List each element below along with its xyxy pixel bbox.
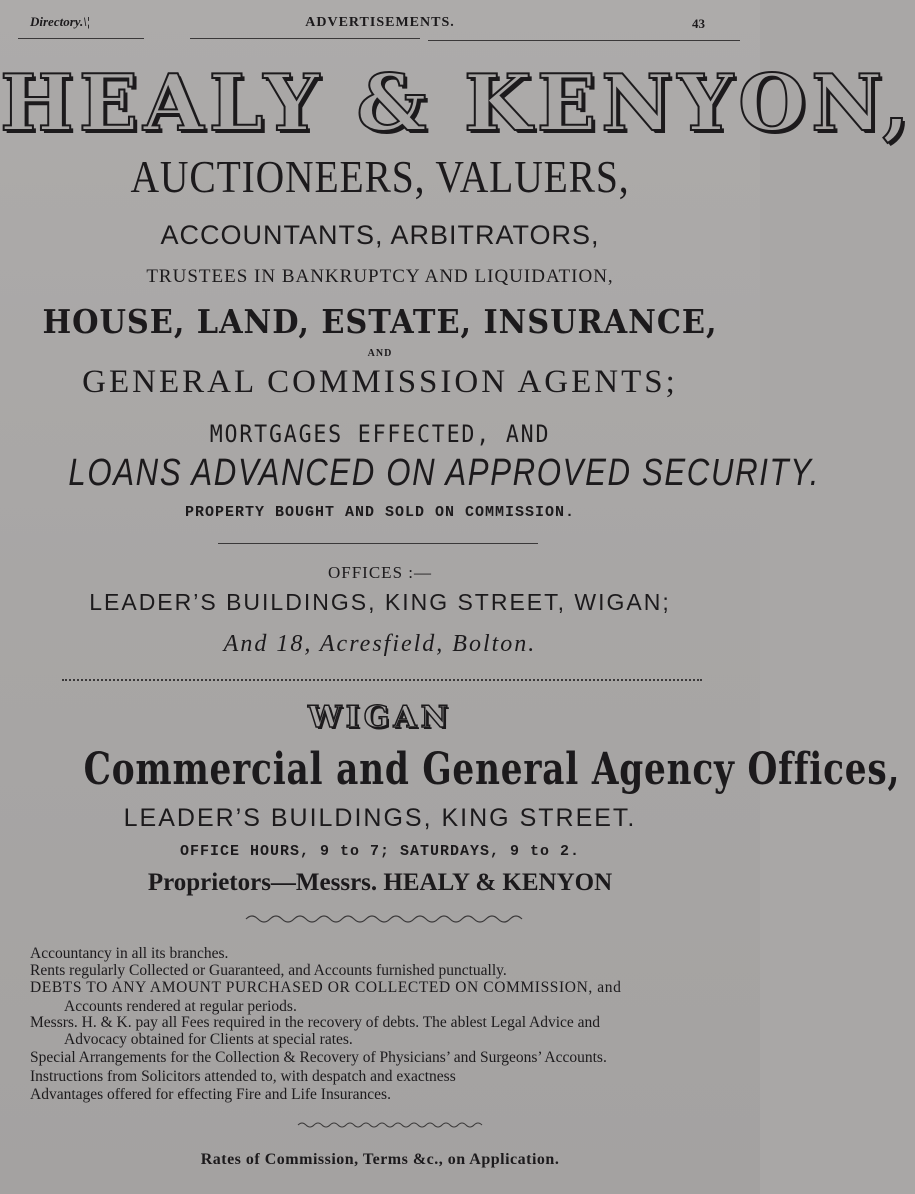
list-item: Special Arrangements for the Collection & Recovery of Physicians’ and Surgeons’ Accounts. [30, 1049, 607, 1066]
list-item: Accounts rendered at regular periods. [64, 998, 297, 1015]
auctioneers-line: AUCTIONEERS, VALUERS, [130, 151, 630, 202]
bolton-address: And 18, Acresfield, Bolton. [223, 631, 537, 657]
property-line: PROPERTY BOUGHT AND SOLD ON COMMISSION. [184, 504, 576, 521]
rates-footer: Rates of Commission, Terms &c., on Application. [200, 1151, 560, 1168]
agency-offices-title: Commercial and General Agency Offices, [83, 744, 901, 795]
loans-line: LOANS ADVANCED ON APPROVED SECURITY. [68, 452, 821, 494]
list-item: Advantages offered for effecting Fire and Life Insurances. [30, 1086, 391, 1103]
offices-address: LEADER’S BUILDINGS, KING STREET, WIGAN; [89, 589, 671, 615]
wavy-ornament-rule-small [298, 1120, 478, 1130]
and-connector: AND [367, 348, 393, 359]
accountants-line: ACCOUNTANTS, ARBITRATORS, [160, 220, 600, 250]
trustees-line: TRUSTEES IN BANKRUPTCY AND LIQUIDATION, [146, 266, 614, 287]
section-divider [218, 543, 538, 544]
house-land-line: HOUSE, LAND, ESTATE, INSURANCE, [42, 302, 718, 341]
wavy-ornament-rule [246, 912, 522, 926]
firm-name: HEALY & KENYON, [0, 58, 915, 149]
page-number: 43 [692, 16, 705, 31]
header-rule-right [428, 40, 740, 41]
wigan-heading: WIGAN [307, 700, 453, 735]
general-commission-line: GENERAL COMMISSION AGENTS; [82, 364, 678, 400]
header-rule-middle [190, 38, 420, 39]
list-item: Instructions from Solicitors attended to, with despatch and exactness [30, 1068, 456, 1085]
list-item: Accountancy in all its branches. [30, 945, 229, 962]
running-header-left: Directory.\¦ [30, 14, 90, 29]
mortgages-line: MORTGAGES EFFECTED, AND [209, 420, 551, 448]
list-item: Messrs. H. & K. pay all Fees required in the recovery of debts. The ablest Legal Advice and [30, 1014, 601, 1031]
list-item: Advocacy obtained for Clients at special rates. [64, 1031, 353, 1048]
proprietors-line: Proprietors—Messrs. HEALY & KENYON [147, 869, 613, 896]
running-header-title: ADVERTISEMENTS. [305, 15, 455, 30]
agency-address: LEADER’S BUILDINGS, KING STREET. [123, 804, 637, 832]
list-item: Rents regularly Collected or Guaranteed, and Accounts furnished punctually. [30, 962, 507, 979]
dotted-divider [62, 679, 702, 681]
offices-label: OFFICES :— [328, 563, 432, 582]
list-item: DEBTS TO ANY AMOUNT PURCHASED OR COLLECTED ON COMMISSION, and [30, 979, 622, 996]
header-rule-left [18, 38, 144, 39]
office-hours: OFFICE HOURS, 9 to 7; SATURDAYS, 9 to 2. [179, 843, 581, 860]
